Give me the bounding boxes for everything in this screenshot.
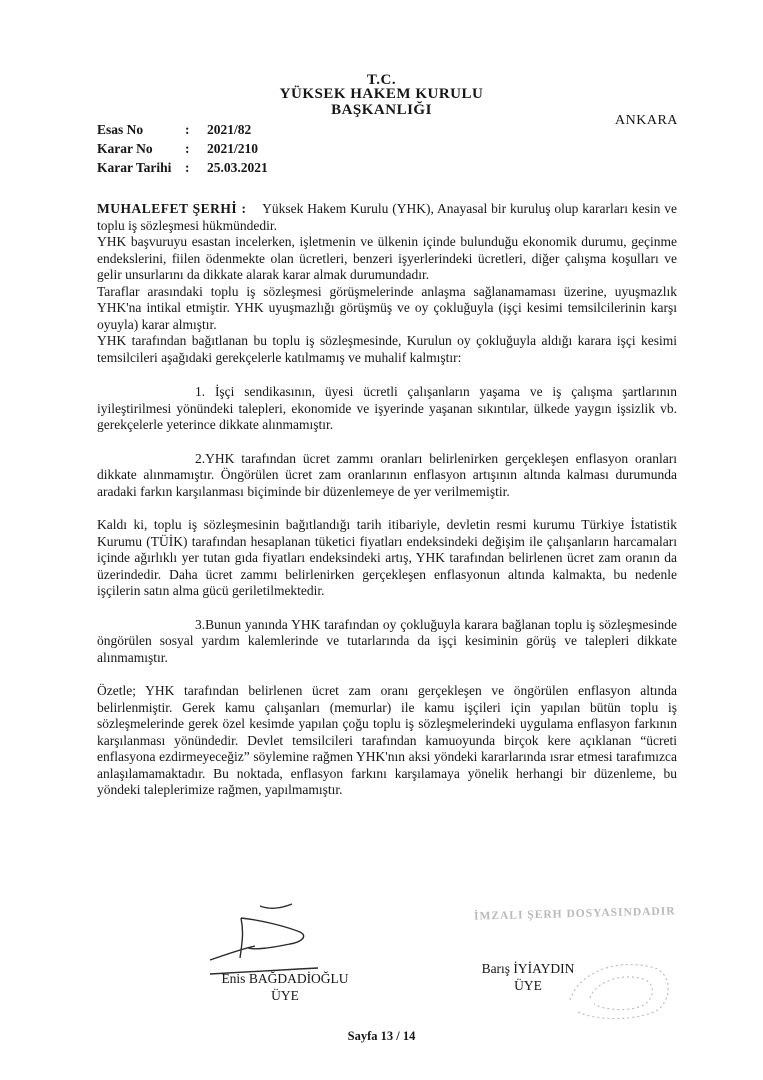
- paragraph-item-2: 2.YHK tarafından ücret zammı oranları belirlenirken gerçekleşen enflasyon oranları dikkate alınmamıştır. Öngörülen ücret zam oranlarının enflasyon artışının altında kalması durumunda aradaki farkın karşılanması biçiminde bir düzenlemeye de yer verilmemiştir.: [97, 450, 677, 499]
- paragraph-item-3: 3.Bunun yanında YHK tarafından oy çokluğuyla karara bağlanan toplu iş sözleşmesinde öngörülen sosyal yardım kalemlerinde ve tutarlarında da işçi kesiminin görüş ve talepleri dikkate alınmamıştır.: [97, 616, 677, 665]
- left-signatory-role: ÜYE: [271, 988, 299, 1003]
- paragraph-intro: [97, 201, 677, 234]
- paragraph-4: YHK tarafından bağıtlanan bu toplu iş sözleşmesinde, Kurulun oy çokluğuyla aldığı karara işçi kesimi temsilcileri aşağıdaki gerekçelerle katılmamış ve muhalif kalmıştır:: [97, 333, 677, 365]
- paragraph-3: Taraflar arasındaki toplu iş sözleşmesi görüşmelerinde anlaşma sağlanamaması üzerine, uyuşmazlık YHK'na intikal etmiştir. YHK uyuşmazlığı görüşmüş ve oy çokluğuyla (işçi kesimi temsilcilerinin karşı oyuyla) karar almıştır.: [97, 283, 677, 332]
- paragraph-2: YHK başvuruyu esastan incelerken, işletmenin ve ülkenin içinde bulunduğu ekonomik durumu, geçinme endekslerini, fiilen ödenmekte olan ücretleri, benzeri işyerlerindeki ücretleri, diğer çalışma koşulları ve gelir unsurlarını da dikkate alarak karar almak durumundadır.: [97, 234, 677, 282]
- seal-mark: [560, 950, 680, 1025]
- paragraph-item-1: 1. İşçi sendikasının, üyesi ücretli çalışanların yaşama ve iş çalışma şartlarının iyileştirilmesi yönündeki talepleri, ekonomide ve işyerinde yaşanan sıkıntılar, ülkede yaygın işsizlik vb. gerekçelerle yeterince dikkate alınmamıştır.: [97, 384, 677, 432]
- esas-label: Esas No: [97, 122, 144, 137]
- signature-stamp-text: İMZALI ŞERH DOSYASINDADIR: [473, 905, 676, 923]
- header-institution: YÜKSEK HAKEM KURULU: [279, 86, 484, 102]
- right-signatory-role: ÜYE: [514, 978, 542, 993]
- right-signatory-name: Barış İYİAYDIN: [481, 961, 575, 976]
- paragraph-summary: Özetle; YHK tarafından belirlenen ücret zam oranı gerçekleşen ve öngörülen enflasyon altında belirlenmiştir. Gerek kamu çalışanları (memurlar) ile kamu işçileri için yapılan bütün toplu iş sözleşmelerinde gerek özel kesimde yapılan çoğu toplu iş sözleşmelerindeki uygulama enflasyon farkının karşılanması yönündedir. Devlet temsilcileri tarafından kamuoyunda birçok kere açıklanan “ücreti enflasyona ezdirmeyeceğiz” söylemine rağmen YHK'nın aksi yöndeki kararlarında ısrar etmesi tarafımızca anlaşılamamaktadır. Bu noktada, enflasyon farkını karşılamaya yönelik herhangi bir düzenleme, bu yöndeki taleplerimize rağmen, yapılmamıştır.: [97, 683, 677, 797]
- case-meta: [97, 120, 268, 177]
- dissent-title: MUHALEFET ŞERHİ :: [97, 201, 247, 216]
- karar-label: Karar No: [97, 141, 153, 156]
- header-presidency: BAŞKANLIĞI: [331, 102, 432, 118]
- page-number: Sayfa 13 / 14: [347, 1029, 416, 1043]
- tarih-value: 25.03.2021: [207, 160, 268, 175]
- left-signatory: [205, 970, 365, 1004]
- paragraph-7: Kaldı ki, toplu iş sözleşmesinin bağıtlandığı tarih itibariyle, devletin resmi kurumu Türkiye İstatistik Kurumu (TÜİK) tarafından hesaplanan tüketici fiyatları endeksindeki değişim ile çalışanların harcamaları içinde ağırlıklı yer tutan gıda fiyatları endeksindeki artış, YHK tarafından belirlenen ücret zam oranın da üzerindedir. Daha ücret zammı belirlenirken gerçekleşen enflasyonun altında kalmakta, bu nedenle işçilerin satın alma gücü geriletilmektedir.: [97, 517, 677, 598]
- header-tc: T.C.: [366, 72, 397, 88]
- karar-colon: :: [185, 141, 190, 156]
- karar-value: 2021/210: [207, 141, 259, 156]
- meta-row-karar: [97, 139, 268, 158]
- document-body: [97, 201, 677, 799]
- meta-row-tarih: [97, 158, 268, 177]
- tarih-colon: :: [185, 160, 190, 175]
- meta-row-esas: [97, 120, 268, 139]
- left-signatory-name: Enis BAĞDADİOĞLU: [221, 971, 349, 986]
- esas-value: 2021/82: [207, 122, 252, 137]
- tarih-label: Karar Tarihi: [97, 160, 172, 175]
- header-city: ANKARA: [615, 113, 678, 128]
- paragraph-1-text: Yüksek Hakem Kurulu (YHK), Anayasal bir kuruluş olup kararları kesin ve toplu iş sözleşmesi hükmündedir.: [97, 201, 677, 233]
- esas-colon: :: [185, 122, 190, 137]
